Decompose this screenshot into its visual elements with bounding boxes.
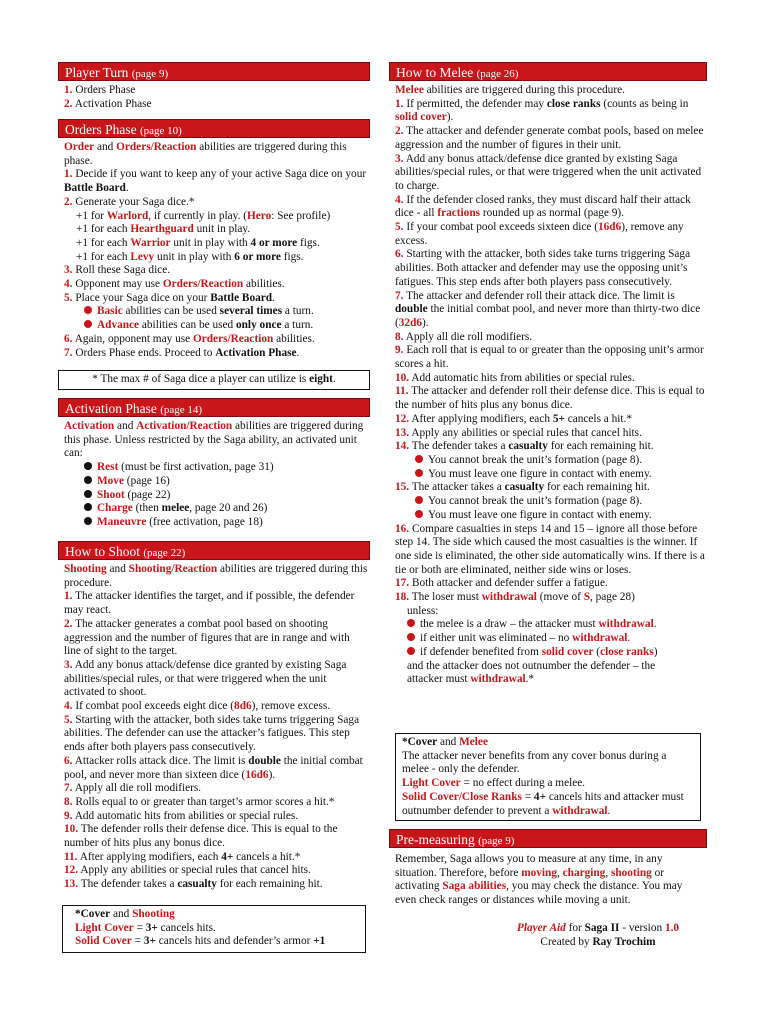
list-item: and the attacker does not outnumber the defender – the (407, 659, 656, 672)
list-item: 5. If your combat pool exceeds sixteen dice (16d6), remove any excess. (395, 221, 684, 247)
list-item: 6. Starting with the attacker, both sides take turns triggering Saga abilities. Both attacker and defender may use the opposing unit’s fatigues. This step ends after both players pass consecutively. (395, 248, 691, 288)
activation-phase-section (58, 398, 370, 530)
activation-phase-header (58, 398, 370, 417)
box-line: Solid Cover = 3+ cancels hits and defender’s armor +1 (75, 935, 326, 948)
list-item: 11. The attacker and defender roll their defense dice. This is equal to the number of hits plus any bonus dice. (395, 385, 705, 412)
list-item: Advance abilities can be used only once a turn. (64, 319, 368, 333)
intro-text: Activation and Activation/Reaction abilities are triggered during this phase. Unless restricted by the Saga ability, an activated unit can: (64, 420, 364, 460)
list-item: 3. Add any bonus attack/defense dice granted by existing Saga abilities/special rules, or that were triggered when the unit activated to charge. (395, 152, 702, 192)
bullet-icon (84, 462, 92, 470)
player-turn-body (58, 81, 370, 111)
saga-dice-note: * The max # of Saga dice a player can utilize is eight. (58, 370, 370, 390)
section-title: How to Melee (396, 65, 474, 80)
list-item: 4. If combat pool exceeds eight dice (8d6), remove excess. (64, 700, 331, 713)
box-line: Light Cover = 3+ cancels hits. (75, 921, 216, 934)
list-item: +1 for each Hearthguard unit in play. (76, 223, 251, 236)
bullet-icon (407, 619, 415, 627)
list-item: 2. Activation Phase (64, 97, 152, 110)
list-item: 11. After applying modifiers, each 4+ cancels a hit.* (64, 850, 301, 863)
bullet-icon (84, 320, 92, 328)
bullet-icon (84, 517, 92, 525)
orders-phase-header (58, 119, 370, 138)
list-item: 4. Opponent may use Orders/Reaction abilities. (64, 278, 285, 291)
list-item: 6. Attacker rolls attack dice. The limit is double the initial combat pool, and never more than sixteen dice (16d6). (64, 754, 363, 781)
intro-text: Shooting and Shooting/Reaction abilities are triggered during this procedure. (64, 563, 368, 589)
list-item: You must leave one figure in contact with enemy. (395, 468, 705, 482)
list-item: 8. Apply all die roll modifiers. (395, 330, 533, 343)
how-to-melee-body (389, 81, 707, 687)
page-ref: (page 9) (131, 68, 169, 80)
how-to-shoot-header (58, 541, 370, 560)
list-item: 13. Apply any abilities or special rules that cancel hits. (395, 426, 642, 439)
list-item: 7. Orders Phase ends. Proceed to Activation Phase. (64, 346, 300, 359)
list-item: 18. The loser must withdrawal (move of S, page 28) (395, 591, 635, 604)
list-item: 9. Each roll that is equal to or greater than the opposing unit’s armor scores a hit. (395, 344, 704, 371)
page-ref: (page 10) (139, 125, 182, 137)
list-item: 7. The attacker and defender roll their attack dice. The limit is double the initial combat pool, and never more than thirty-two dice (32d6). (395, 289, 701, 329)
list-item: 1. Decide if you want to keep any of your active Saga dice on your Battle Board. (64, 168, 367, 195)
player-turn-header (58, 62, 370, 81)
list-item: 1. Orders Phase (64, 84, 136, 96)
list-item: Shoot (page 22) (64, 489, 368, 503)
how-to-melee-header (389, 62, 707, 81)
list-item: 1. If permitted, the defender may close ranks (counts as being in solid cover). (395, 97, 689, 124)
bullet-icon (415, 455, 423, 463)
list-item: 5. Starting with the attacker, both sides take turns triggering Saga abilities. The defender can use the attacker’s fatigues. This step ends after both players pass consecutively. (64, 713, 360, 754)
melee-cover-box (395, 733, 701, 821)
list-item: Charge (then melee, page 20 and 26) (64, 502, 368, 516)
list-item: 1. The attacker identifies the target, and if possible, the defender may react. (64, 590, 355, 617)
list-item: 3. Roll these Saga dice. (64, 264, 171, 277)
how-to-shoot-body (58, 560, 370, 892)
list-item: 9. Add automatic hits from abilities or special rules. (64, 809, 299, 822)
list-item: 15. The attacker takes a casualty for each remaining hit. (395, 481, 650, 494)
pre-measuring-section (389, 829, 707, 908)
list-item: 10. Add automatic hits from abilities or special rules. (395, 371, 635, 384)
page-ref: (page 14) (160, 404, 203, 416)
bullet-icon (415, 496, 423, 504)
list-item: You cannot break the unit’s formation (page 8). (395, 495, 705, 509)
list-item: 13. The defender takes a casualty for each remaining hit. (64, 878, 323, 891)
bullet-icon (84, 503, 92, 511)
list-item: 16. Compare casualties in steps 14 and 15 – ignore all those before step 14. The side which caused the most casualties is the winner. If one side is eliminated, the other side automatically wins. If there is a tie or both are eliminated, neither side wins or loses. (395, 522, 705, 576)
bullet-icon (415, 510, 423, 518)
body-text: Remember, Saga allows you to measure at any time, in any situation. Therefore, before moving, charging, shooting or activating Saga abilities, you may check the distance. You may even check ranges or distances while moving a unit. (395, 853, 683, 907)
list-item: 6. Again, opponent may use Orders/Reaction abilities. (64, 332, 315, 345)
list-item: 2. The attacker and defender generate combat pools, based on melee aggression and the number of figures in their unit. (395, 125, 704, 151)
bullet-icon (407, 647, 415, 655)
box-title: *Cover and Shooting (75, 908, 175, 920)
shooting-cover-box (62, 905, 366, 953)
list-item: Rest (must be first activation, page 31) (64, 461, 368, 475)
list-item: 5. Place your Saga dice on your Battle Board. (64, 291, 275, 304)
list-item: +1 for Warlord, if currently in play. (Hero: See profile) (76, 209, 331, 222)
how-to-shoot-section (58, 541, 370, 892)
list-item: 8. Rolls equal to or greater than target’s armor scores a hit.* (64, 795, 335, 808)
orders-phase-section (58, 119, 370, 360)
bullet-icon (84, 476, 92, 484)
section-title: Orders Phase (65, 122, 137, 137)
box-line: Light Cover = no effect during a melee. (402, 777, 586, 790)
bullet-icon (84, 490, 92, 498)
list-item: 17. Both attacker and defender suffer a fatigue. (395, 577, 608, 590)
list-item: Maneuvre (free activation, page 18) (64, 516, 368, 530)
orders-phase-body (58, 138, 370, 360)
list-item: Move (page 16) (64, 475, 368, 489)
box-line: Solid Cover/Close Ranks = 4+ cancels hits and attacker must outnumber defender to prevent a withdrawal. (402, 790, 684, 817)
how-to-melee-section (389, 62, 707, 687)
section-title: Pre-measuring (396, 832, 475, 847)
list-item: attacker must withdrawal.* (407, 673, 535, 686)
bullet-icon (84, 306, 92, 314)
list-item: if defender benefited from solid cover (close ranks) (395, 646, 705, 660)
list-item: 4. If the defender closed ranks, they must discard half their attack dice - all fractions rounded up as normal (page 9). (395, 193, 691, 220)
intro-text: Order and Orders/Reaction abilities are triggered during this phase. (64, 141, 347, 167)
list-item: if either unit was eliminated – no withdrawal. (395, 632, 705, 646)
list-item: You cannot break the unit’s formation (page 8). (395, 454, 705, 468)
section-title: Player Turn (65, 65, 129, 80)
credits-author: Created by Ray Trochim (540, 935, 656, 948)
section-title: Activation Phase (65, 401, 157, 416)
player-turn-section (58, 62, 370, 111)
page-ref: (page 9) (478, 835, 515, 847)
pre-measuring-header (389, 829, 707, 848)
list-item: 2. The attacker generates a combat pool based on shooting aggression and the number of figures that are in range and with line of sight to the target. (64, 617, 350, 658)
list-item: 14. The defender takes a casualty for each remaining hit. (395, 440, 654, 453)
list-item: Basic abilities can be used several times a turn. (64, 305, 368, 319)
list-item: 12. After applying modifiers, each 5+ cancels a hit.* (395, 412, 633, 425)
list-item: +1 for each Levy unit in play with 6 or more figs. (76, 250, 304, 263)
pre-measuring-body (389, 848, 707, 908)
list-item: +1 for each Warrior unit in play with 4 or more figs. (76, 236, 320, 249)
list-item: 2. Generate your Saga dice.* (64, 195, 195, 208)
list-item: 10. The defender rolls their defense dice. This is equal to the number of hits plus any bonus dice. (64, 823, 338, 850)
credits-line: Player Aid for Saga II - version 1.0 (516, 922, 680, 934)
list-item: You must leave one figure in contact with enemy. (395, 509, 705, 523)
page-ref: (page 26) (476, 68, 519, 80)
page-ref: (page 22) (143, 547, 186, 559)
box-line: The attacker never benefits from any cover bonus during a melee - only the defender. (402, 749, 667, 776)
list-item: the melee is a draw – the attacker must withdrawal. (395, 618, 705, 632)
list-item: unless: (407, 604, 439, 617)
list-item: 3. Add any bonus attack/defense dice granted by existing Saga abilities/special rules, or that were triggered when the unit activated to shoot. (64, 658, 347, 699)
activation-phase-body (58, 417, 370, 530)
bullet-icon (415, 469, 423, 477)
list-item: 7. Apply all die roll modifiers. (64, 782, 202, 795)
box-title: *Cover and Melee (402, 736, 488, 748)
list-item: 12. Apply any abilities or special rules that cancel hits. (64, 864, 311, 877)
bullet-icon (407, 633, 415, 641)
intro-text: Melee abilities are triggered during this procedure. (395, 84, 625, 96)
credits (489, 922, 707, 949)
section-title: How to Shoot (65, 544, 141, 559)
